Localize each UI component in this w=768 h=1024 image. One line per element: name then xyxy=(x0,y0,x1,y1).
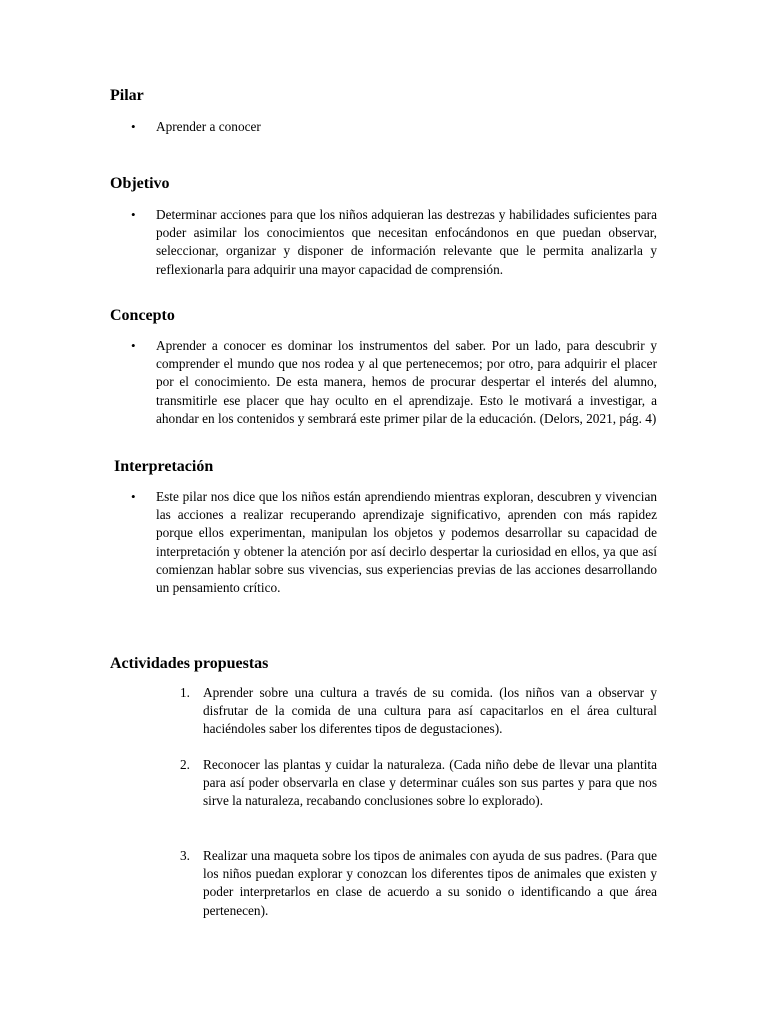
list-item-number: 3. xyxy=(180,848,190,863)
list-item-number: 1. xyxy=(180,685,190,700)
list-item: Aprender sobre una cultura a través de su comida. (los niños van a observar y disfrutar de la comida de una cultura para así capacitarlos en el área cultural haciéndoles saber los diferentes tipos de degustaciones). xyxy=(203,685,657,737)
list-item-number: 2. xyxy=(180,757,190,772)
pilar-text: Aprender a conocer xyxy=(156,119,261,134)
section-heading-concepto: Concepto xyxy=(110,307,175,324)
interpretacion-text: Este pilar nos dice que los niños están aprendiendo mientras exploran, descubren y vivencian las acciones a realizar recuperando aprendizaje significativo, aprenden con más rapidez porque ellos experimentan, manipulan los objetos y podemos desarrollar su capacidad de interpretación y obtener la atención por así decirlo despertar la curiosidad en ellos, ya que así comienzan hablar sobre sus vivencias, sus experiencias previas de las acciones desarrollando un pensamiento crítico. xyxy=(156,489,657,596)
section-heading-objetivo: Objetivo xyxy=(110,175,170,192)
objetivo-text: Determinar acciones para que los niños adquieran las destrezas y habilidades suficientes para poder asimilar los conocimientos que necesitan enfocándonos en que puedan observar, seleccionar, organizar y disponer de información relevante que le permita analizarla y reflexionarla para adquirir una mayor capacidad de comprensión. xyxy=(156,207,657,277)
section-heading-interpretacion: Interpretación xyxy=(114,458,214,475)
section-heading-actividades: Actividades propuestas xyxy=(110,655,269,672)
bullet-icon: • xyxy=(131,119,136,134)
bullet-icon: • xyxy=(131,207,136,222)
bullet-icon: • xyxy=(131,338,136,353)
list-item: Reconocer las plantas y cuidar la naturaleza. (Cada niño debe de llevar una plantita para así poder observarla en clase y determinar cuáles son sus partes y para que nos sirve la naturaleza, recabando conclusiones sobre lo explorado). xyxy=(203,757,657,809)
bullet-icon: • xyxy=(131,489,136,504)
concepto-text: Aprender a conocer es dominar los instrumentos del saber. Por un lado, para descubrir y comprender el mundo que nos rodea y al que pertenecemos; por otro, para adquirir el placer por el conocimiento. De esta manera, hemos de procurar despertar el interés del alumno, transmitirle ese placer que hay oculto en el aprendizaje. Esto le motivará a investigar, a ahondar en los contenidos y sembrará este primer pilar de la educación. (Delors, 2021, pág. 4) xyxy=(156,338,657,426)
section-heading-pilar: Pilar xyxy=(110,87,144,104)
list-item: Realizar una maqueta sobre los tipos de animales con ayuda de sus padres. (Para que los niños puedan explorar y conozcan los diferentes tipos de animales que existen y poder interpretarlos en clase de acuerdo a su sonido o identificando a que área pertenecen). xyxy=(203,848,657,918)
